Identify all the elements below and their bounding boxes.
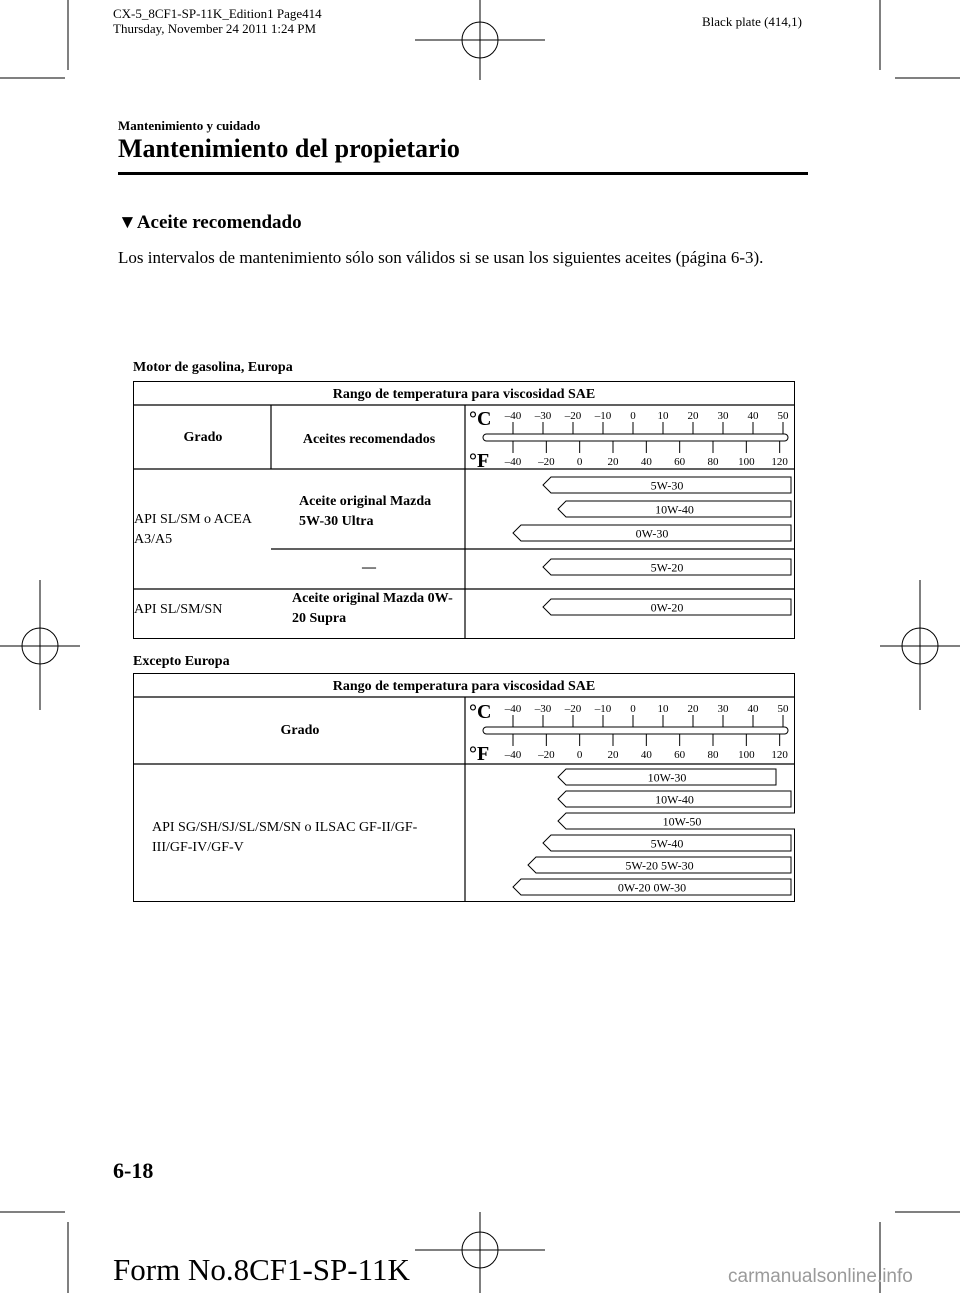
celsius-tick-label: 40 — [747, 410, 759, 422]
celsius-tick-label: 20 — [687, 410, 699, 422]
fahrenheit-tick-label: –20 — [538, 456, 555, 468]
oil-cell-2: — — [362, 560, 376, 575]
celsius-symbol: °C — [469, 701, 492, 723]
section-rule — [118, 172, 808, 175]
celsius-tick-label: –30 — [534, 703, 552, 715]
celsius-tick-label: 10 — [657, 410, 669, 422]
celsius-tick-label: –40 — [504, 410, 522, 422]
fahrenheit-tick-label: 40 — [640, 456, 652, 468]
intro-paragraph: Los intervalos de mantenimiento sólo son válidos si se usan los siguientes aceites (página 6-3). — [118, 248, 764, 267]
table-other-label: Excepto Europa — [133, 654, 230, 669]
viscosity-band-label: 5W-20 5W-30 — [625, 858, 694, 873]
viscosity-band-label: 10W-40 — [655, 792, 694, 807]
fahrenheit-tick-label: 100 — [738, 456, 755, 468]
oil-cell-3: Aceite original Mazda 0W-20 Supra — [292, 591, 453, 626]
col-grade-header-2: Grado — [280, 723, 320, 738]
thermometer-bar — [483, 727, 788, 734]
fahrenheit-tick-label: 60 — [674, 456, 686, 468]
viscosity-band-label: 5W-30 — [650, 478, 684, 493]
triangle-marker-icon: ▼ — [118, 212, 137, 233]
table-europe-grid — [133, 381, 795, 639]
col-oils-header: Aceites recomendados — [302, 432, 436, 447]
celsius-tick-label: 40 — [747, 703, 759, 715]
celsius-tick-label: 10 — [657, 703, 669, 715]
fahrenheit-tick-label: 0 — [576, 456, 583, 468]
table-other-header: Rango de temperatura para viscosidad SAE — [332, 679, 596, 694]
viscosity-band-label: 0W-20 0W-30 — [617, 880, 687, 895]
thermometer-bar — [483, 434, 788, 441]
fahrenheit-tick-label: 60 — [674, 749, 686, 761]
grade-cell-3: API SL/SM/SN — [134, 602, 223, 617]
table-europe-label: Motor de gasolina, Europa — [133, 360, 293, 375]
celsius-tick-label: 20 — [687, 703, 699, 715]
grade-cell-1: API SL/SM o ACEA A3/A5 — [134, 512, 252, 547]
fahrenheit-tick-label: 120 — [771, 456, 788, 468]
table-europe-header: Rango de temperatura para viscosidad SAE — [332, 387, 596, 402]
fahrenheit-tick-label: –40 — [504, 456, 522, 468]
fahrenheit-tick-label: 80 — [707, 456, 719, 468]
fahrenheit-tick-label: –40 — [504, 749, 522, 761]
celsius-tick-label: –30 — [534, 410, 552, 422]
celsius-tick-label: 0 — [630, 703, 636, 715]
subsection-title: Aceite recomendado — [136, 212, 302, 233]
fahrenheit-symbol: °F — [469, 450, 490, 472]
fahrenheit-tick-label: 20 — [607, 456, 619, 468]
celsius-tick-label: 30 — [717, 410, 729, 422]
celsius-tick-label: 50 — [777, 703, 789, 715]
viscosity-band-label: 10W-30 — [647, 770, 687, 785]
section-title: Mantenimiento del propietario — [118, 134, 460, 163]
form-number: Form No.8CF1-SP-11K — [113, 1252, 410, 1287]
viscosity-band-label: 0W-20 — [650, 600, 684, 615]
print-header-line2: Thursday, November 24 2011 1:24 PM — [113, 21, 317, 36]
fahrenheit-tick-label: 120 — [771, 749, 788, 761]
fahrenheit-tick-label: 0 — [576, 749, 583, 761]
viscosity-band-label: 5W-20 — [650, 560, 684, 575]
grade-cell-other: API SG/SH/SJ/SL/SM/SN o ILSAC GF-II/GF-III/GF-IV/GF-V — [152, 820, 418, 855]
plate-label: Black plate (414,1) — [702, 14, 802, 29]
table-other-grid — [133, 673, 795, 902]
page-number: 6-18 — [113, 1158, 154, 1183]
fahrenheit-tick-label: 80 — [707, 749, 719, 761]
subsection-heading — [118, 212, 302, 234]
fahrenheit-tick-label: 20 — [607, 749, 619, 761]
col-grade-header: Grado — [183, 430, 223, 445]
celsius-tick-label: –10 — [594, 410, 612, 422]
viscosity-band-label: 10W-50 — [662, 814, 702, 829]
viscosity-band-label: 10W-40 — [655, 502, 694, 517]
fahrenheit-symbol: °F — [469, 743, 490, 765]
celsius-tick-label: –20 — [564, 703, 582, 715]
print-header-line1: CX-5_8CF1-SP-11K_Edition1 Page414 — [113, 6, 322, 21]
celsius-symbol: °C — [469, 408, 492, 430]
celsius-tick-label: –20 — [564, 410, 582, 422]
fahrenheit-tick-label: –20 — [538, 749, 555, 761]
celsius-tick-label: 50 — [777, 410, 789, 422]
viscosity-band-label: 5W-40 — [650, 836, 684, 851]
celsius-tick-label: 0 — [630, 410, 636, 422]
celsius-tick-label: 30 — [717, 703, 729, 715]
celsius-tick-label: –40 — [504, 703, 522, 715]
section-category: Mantenimiento y cuidado — [118, 118, 261, 133]
oil-cell-1: Aceite original Mazda 5W-30 Ultra — [299, 494, 432, 529]
viscosity-band-label: 0W-30 — [635, 526, 669, 541]
celsius-tick-label: –10 — [594, 703, 612, 715]
watermark: carmanualsonline.info — [728, 1266, 913, 1287]
fahrenheit-tick-label: 40 — [640, 749, 652, 761]
fahrenheit-tick-label: 100 — [738, 749, 755, 761]
